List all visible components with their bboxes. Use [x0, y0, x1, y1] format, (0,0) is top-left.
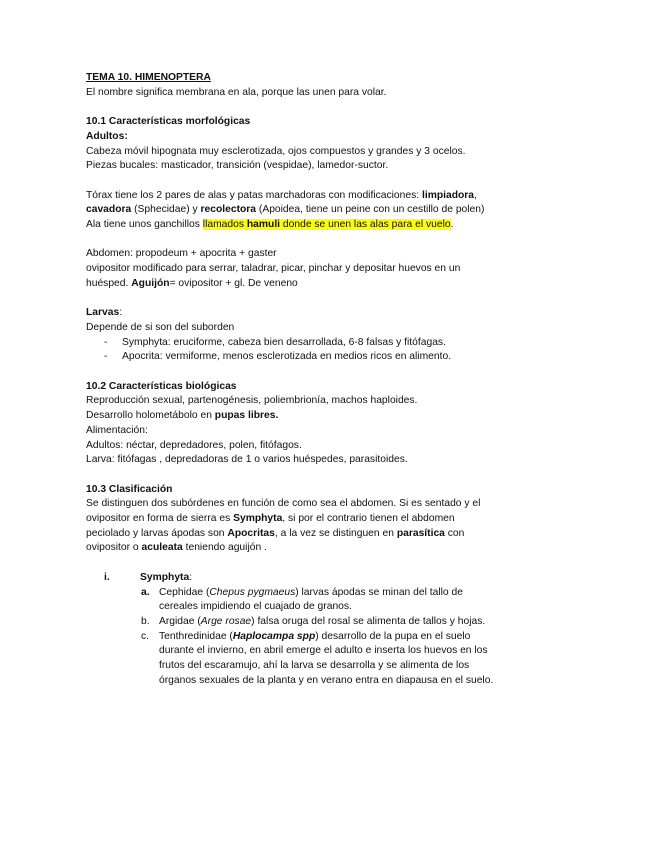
abdomen-line-3: huésped. Aguijón= ovipositor + gl. De veneno — [86, 277, 298, 289]
paragraph-line: Se distinguen dos subórdenes en función de como sea el abdomen. Si es sentado y el — [86, 498, 481, 510]
sub-list-item: a. Cephidae (Chepus pygmaeus) larvas ápodas se minan del tallo de cereales impidiendo el cuajado de granos. — [141, 586, 463, 613]
paragraph-line: Adultos: néctar, depredadores, polen, fitófagos. — [86, 439, 302, 451]
paragraph-line: ovipositor en forma de sierra es Symphyta, si por el contrario tienen el abdomen — [86, 513, 455, 524]
sub-list-item: c. Tenthredinidae (Haplocampa spp) desarrollo de la pupa en el suelo durante el invierno, en abril emerge el adulto e inserta los huevos en los frutos del escaramujo, ahí la larva se desarrolla y se alimenta de los órganos sexuales de la planta y en verano entra en diapausa en el suelo. — [141, 630, 494, 686]
abdomen-line-1: Abdomen: propodeum + apocrita + gaster — [86, 248, 277, 260]
torax-line-1: Tórax tiene los 2 pares de alas y patas marchadoras con modificaciones: limpiadora, — [86, 189, 477, 201]
paragraph-line: ovipositor o aculeata teniendo aguijón . — [86, 542, 267, 554]
torax-line-2: cavadora (Sphecidae) y recolectora (Apoidea, tiene un peine con un cestillo de polen) — [86, 204, 485, 216]
intro-text: El nombre significa membrana en ala, porque las unen para volar. — [86, 86, 387, 98]
paragraph-line: Depende de si son del suborden — [86, 321, 235, 333]
paragraph-line: Alimentación: — [86, 424, 148, 436]
highlighted-text: llamados hamuli donde se unen las alas para el vuelo — [202, 219, 451, 230]
abdomen-line-2: ovipositor modificado para serrar, taladrar, picar, pinchar y depositar huevos en un — [86, 263, 461, 275]
sub-list-item: b. Argidae (Arge rosae) falsa oruga del rosal se alimenta de tallos y hojas. — [141, 615, 486, 627]
paragraph-line: Reproducción sexual, partenogénesis, poliembrionía, machos haploides. — [86, 395, 418, 407]
section-heading-classification: 10.3 Clasificación — [86, 483, 173, 495]
list-item: - Apocrita: vermiforme, menos esclerotizada en medios ricos en alimento. — [104, 351, 452, 363]
paragraph-line: Larva: fitófagas , depredadoras de 1 o varios huéspedes, parasitoides. — [86, 454, 408, 466]
torax-line-3: Ala tiene unos ganchillos llamados hamuli donde se unen las alas para el vuelo. — [86, 219, 454, 230]
section-heading-biology: 10.2 Características biológicas — [86, 380, 237, 392]
roman-list-item: i. Symphyta: — [104, 571, 193, 583]
document-title: TEMA 10. HIMENOPTERA — [86, 72, 211, 83]
document-page — [86, 71, 536, 688]
paragraph-line: Cabeza móvil hipognata muy esclerotizada, ojos compuestos y grandes y 3 ocelos. — [86, 145, 466, 157]
paragraph-line: peciolado y larvas ápodas son Apocritas, a la vez se distinguen en parasítica con — [86, 527, 465, 539]
larvas-label: Larvas: — [86, 307, 123, 319]
list-item: - Symphyta: eruciforme, cabeza bien desarrollada, 6-8 falsas y fitófagas. — [104, 336, 446, 348]
section-heading-morphology: 10.1 Características morfológicas — [86, 116, 251, 128]
paragraph-line: Piezas bucales: masticador, transición (vespidae), lamedor-suctor. — [86, 160, 389, 172]
adults-label: Adultos: — [86, 130, 128, 142]
paragraph-line: Desarrollo holometábolo en pupas libres. — [86, 410, 279, 422]
